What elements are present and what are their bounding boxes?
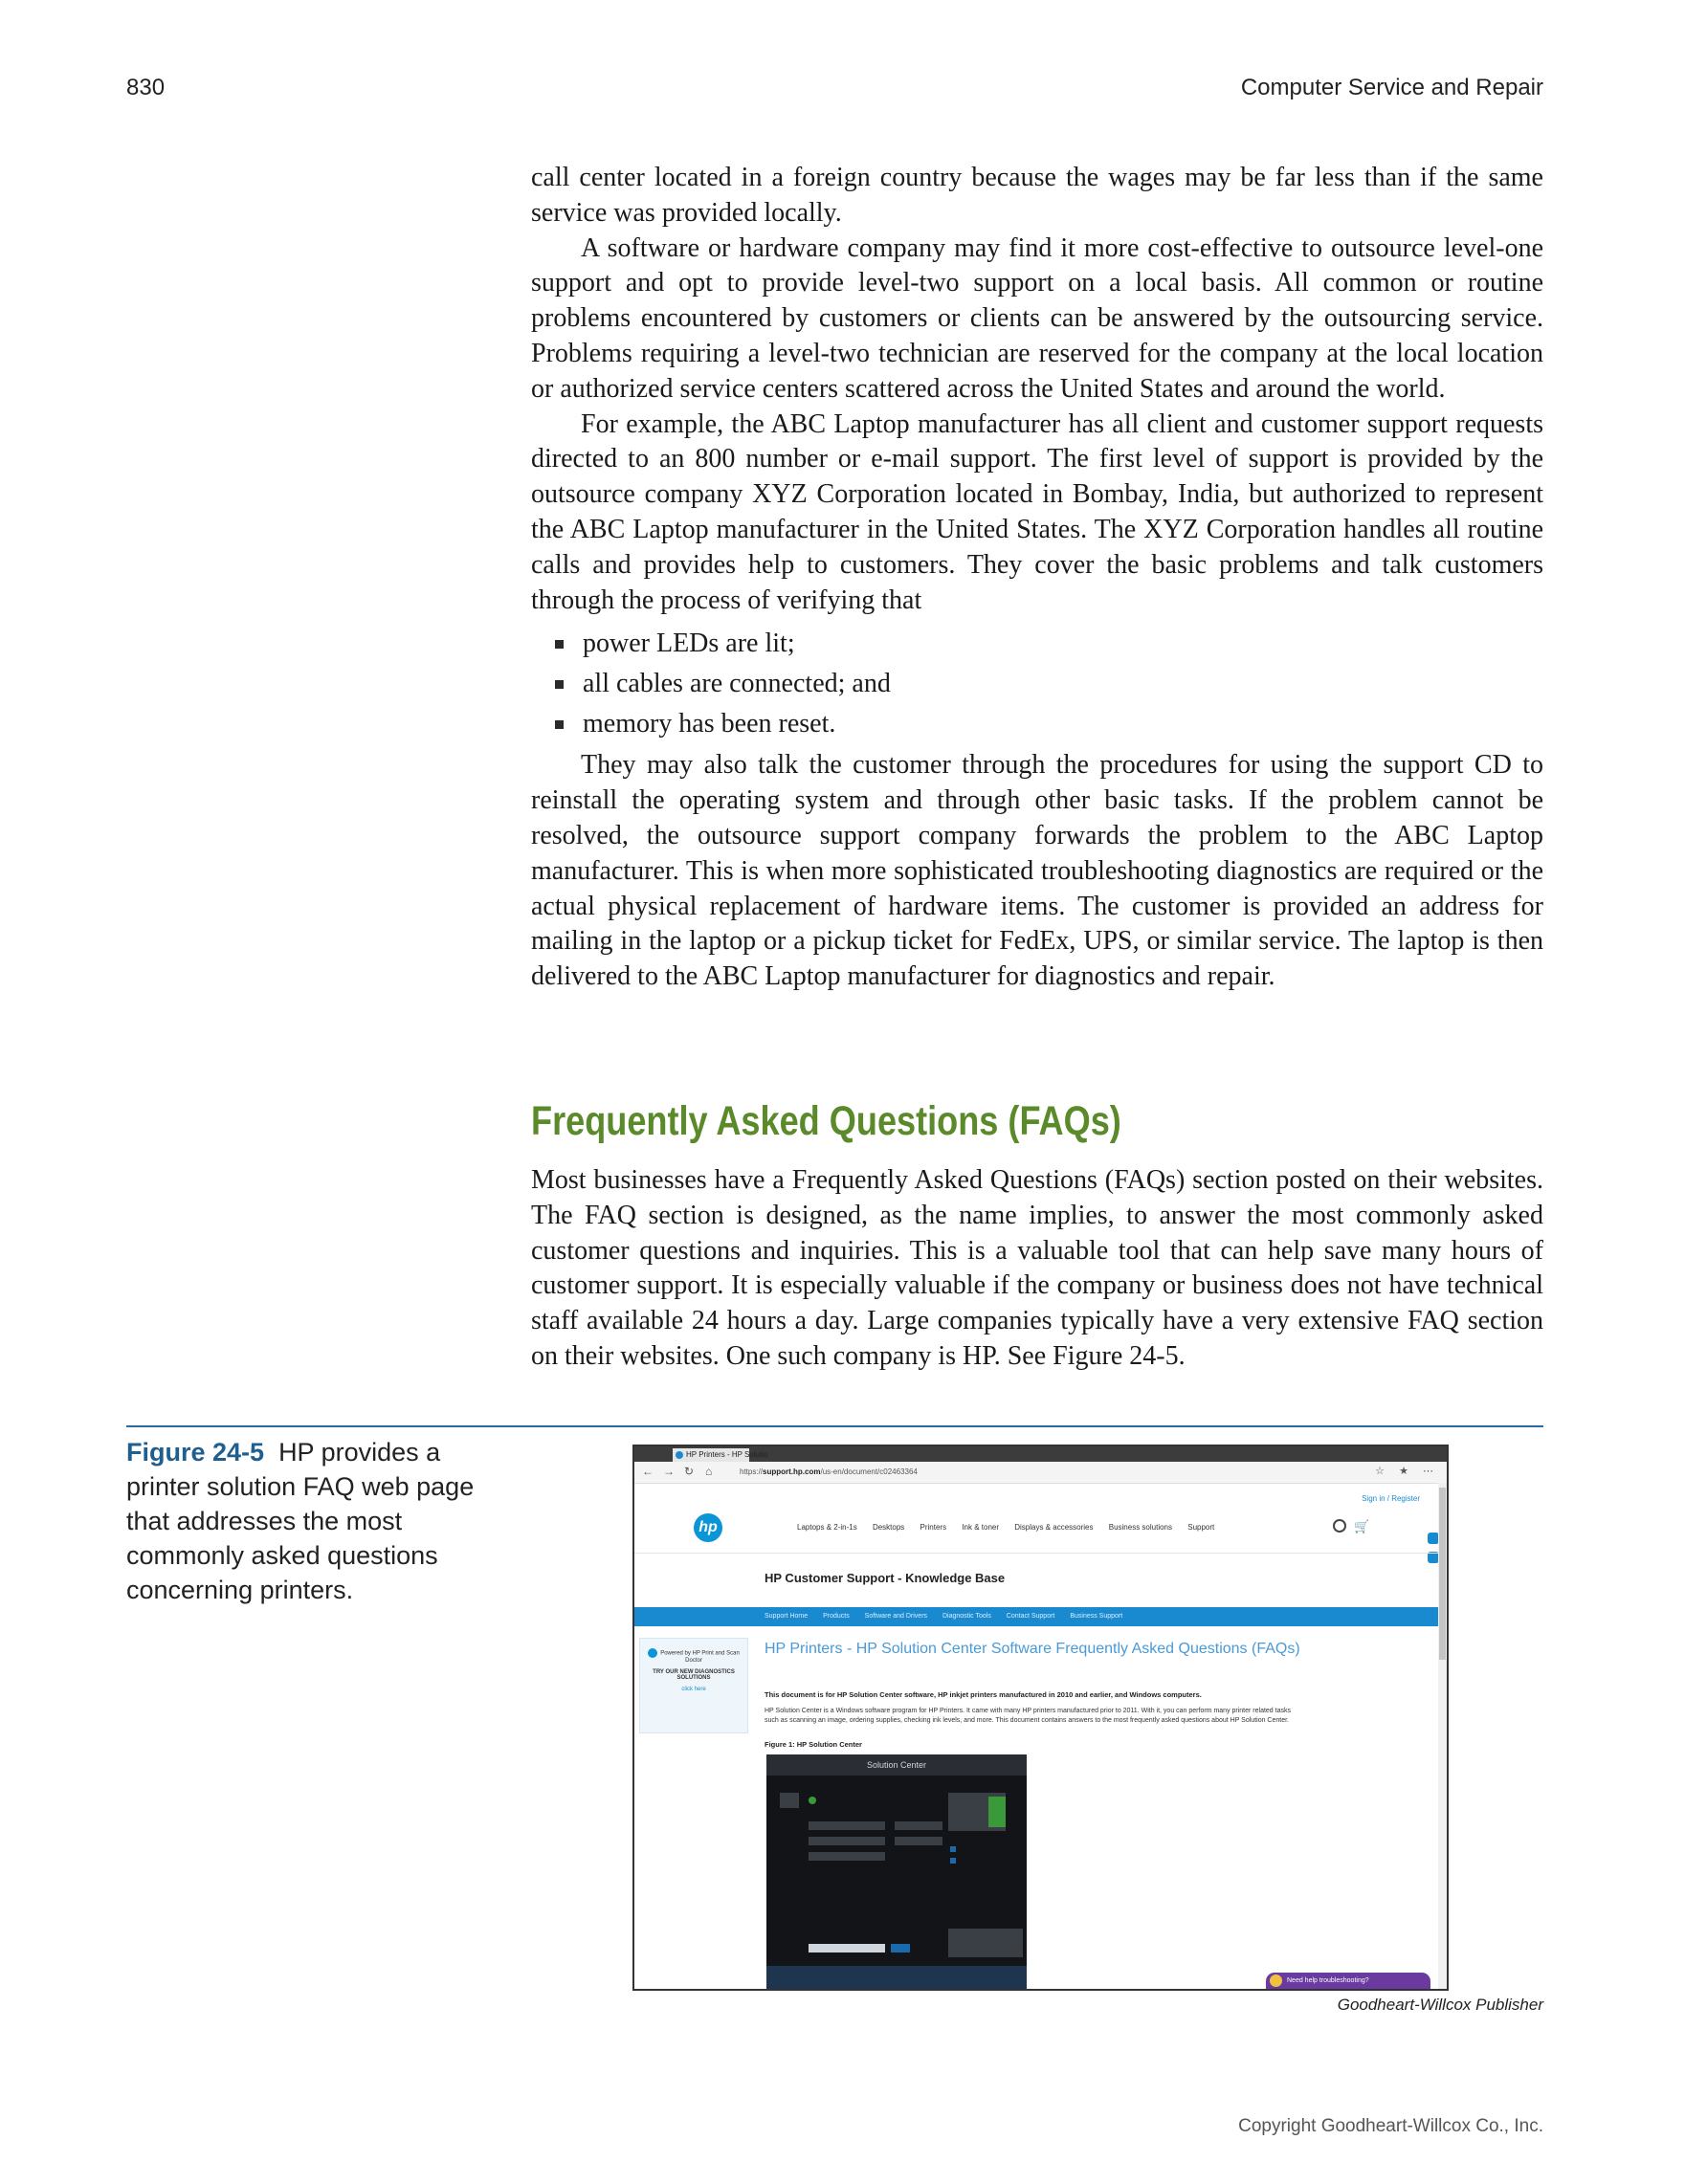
hp-badge-icon xyxy=(648,1648,657,1658)
faq-title: HP Printers - HP Solution Center Software Frequently Asked Questions (FAQs) xyxy=(765,1641,1300,1657)
info-panel xyxy=(948,1929,1023,1957)
status-icon xyxy=(809,1797,816,1804)
app-button xyxy=(895,1821,942,1830)
kb-title: HP Customer Support - Knowledge Base xyxy=(765,1571,1006,1585)
scrollbar xyxy=(1438,1483,1447,1989)
printer-icon xyxy=(780,1793,799,1808)
doc-scope: This document is for HP Solution Center software, HP inkjet printers manufactured in 2010 and earlier, and Windows computers. xyxy=(765,1690,1202,1699)
browser-tab-bar xyxy=(634,1446,1447,1462)
figure-rule xyxy=(126,1425,1543,1427)
ink-level-icon xyxy=(988,1797,1006,1827)
paragraph: call center located in a foreign country because the wages may be far less than if the same service was provided locally. xyxy=(531,163,1543,228)
app-button xyxy=(891,1944,910,1952)
body-text xyxy=(531,161,1543,995)
app-field xyxy=(809,1944,885,1952)
figure-credit: Goodheart-Willcox Publisher xyxy=(1337,1996,1543,2014)
refresh-icon: ↻ xyxy=(684,1465,695,1478)
star-icon: ☆ ★ ⋯ xyxy=(1375,1466,1439,1477)
forward-icon: → xyxy=(663,1465,675,1478)
link-icon xyxy=(950,1858,956,1864)
doc-description: HP Solution Center is a Windows software program for HP Printers. It came with many HP printers manufactured prior to 2011. With it, you can perform many printer related tasks such as scanning an image, ordering supplies, checking ink levels, and more. This document contains answers to the most frequently asked questions about HP Solution Center. xyxy=(765,1708,1291,1724)
paragraph: A software or hardware company may find it more cost-effective to outsource level-one support and opt to provide level-two support on a local basis. All common or routine problems encountered by customers or clients can be answered by the outsourcing service. Problems requiring a level-two technician are reserved for the company at the local location or authorized service centers scattered across the United States and around the world. xyxy=(531,232,1543,404)
app-title: Solution Center xyxy=(766,1754,1027,1776)
diagnostics-promo: Powered by HP Print and Scan Doctor TRY OUR NEW DIAGNOSTICS SOLUTIONS click here xyxy=(639,1638,748,1733)
section-body xyxy=(531,1163,1543,1375)
app-button xyxy=(809,1821,885,1830)
help-button: Need help troubleshooting? xyxy=(1266,1973,1430,1989)
bullet-list xyxy=(531,624,1543,744)
bullet-item: memory has been reset. xyxy=(531,704,1543,744)
browser-tab xyxy=(673,1448,768,1462)
support-nav: Support Home Products Software and Drivers Diagnostic Tools Contact Support Business Support xyxy=(634,1607,1438,1626)
paragraph: For example, the ABC Laptop manufacturer has all client and customer support requests directed to an 800 number or e-mail support. The first level of support is provided by the outsource company XYZ Corporation located in Bombay, India, but authorized to represent the ABC Laptop manufacturer in the United States. The XYZ Corporation handles all routine calls and provides help to customers. They cover the basic problems and talk customers through the process of verifying that xyxy=(531,408,1543,615)
search-icon xyxy=(1333,1519,1346,1533)
page-number: 830 xyxy=(126,75,166,100)
inner-figure-label: Figure 1: HP Solution Center xyxy=(765,1740,862,1749)
tab-title: HP Printers - HP Solutio xyxy=(686,1450,768,1459)
favicon-icon xyxy=(676,1451,683,1459)
paragraph: Most businesses have a Frequently Asked Questions (FAQs) section posted on their websites. The FAQ section is designed, as the name implies, to answer the most commonly asked customer questions and inquiries. This is a valuable tool that can help save many hours of customer support. It is especially valuable if the company or business does not have technical staff available 24 hours a day. Large companies typically have a very extensive FAQ section on their websites. One such company is HP. See Figure 24-5. xyxy=(531,1165,1543,1371)
figure-screenshot xyxy=(632,1445,1449,1991)
url-text: https://support.hp.com/us-en/document/c02463364 xyxy=(740,1467,918,1476)
site-top-nav: Laptops & 2-in-1s Desktops Printers Ink & toner Displays & accessories Business solutions Support xyxy=(797,1523,1215,1532)
sign-in-link: Sign in / Register xyxy=(1362,1494,1420,1503)
figure-caption xyxy=(126,1435,480,1607)
bullet-item: power LEDs are lit; xyxy=(531,624,1543,664)
app-button xyxy=(895,1837,942,1845)
hp-logo: hp xyxy=(694,1513,722,1542)
back-icon: ← xyxy=(642,1465,654,1478)
paragraph: They may also talk the customer through the procedures for using the support CD to reinstall the operating system and through other basic tasks. If the problem cannot be resolved, the outsource support company forwards the problem to the ABC Laptop manufacturer. This is when more sophisticated troubleshooting diagnostics are required or the actual physical replacement of hardware items. The customer is provided an address for mailing in the laptop or a pickup ticket for FedEx, UPS, or similar service. The laptop is then delivered to the ABC Laptop manufacturer for diagnostics and repair. xyxy=(531,750,1543,992)
bullet-item: all cables are connected; and xyxy=(531,664,1543,704)
cart-icon: 🛒 xyxy=(1354,1519,1370,1533)
figure-caption-text: HP provides a printer solution FAQ web page that addresses the most commonly asked questions concerning printers. xyxy=(126,1438,475,1604)
address-bar xyxy=(634,1462,1447,1484)
agent-avatar-icon xyxy=(1270,1974,1282,1987)
home-icon: ⌂ xyxy=(705,1465,713,1478)
figure-label: Figure 24-5 xyxy=(126,1438,265,1467)
link-icon xyxy=(950,1846,956,1852)
copyright: Copyright Goodheart-Willcox Co., Inc. xyxy=(1238,2116,1543,2136)
running-header: Computer Service and Repair xyxy=(1240,75,1543,100)
app-button xyxy=(809,1837,885,1845)
section-heading: Frequently Asked Questions (FAQs) xyxy=(531,1098,1121,1144)
app-toolbar xyxy=(766,1966,1027,1989)
solution-center-window xyxy=(766,1754,1027,1989)
divider xyxy=(634,1553,1438,1554)
app-button xyxy=(809,1852,885,1861)
